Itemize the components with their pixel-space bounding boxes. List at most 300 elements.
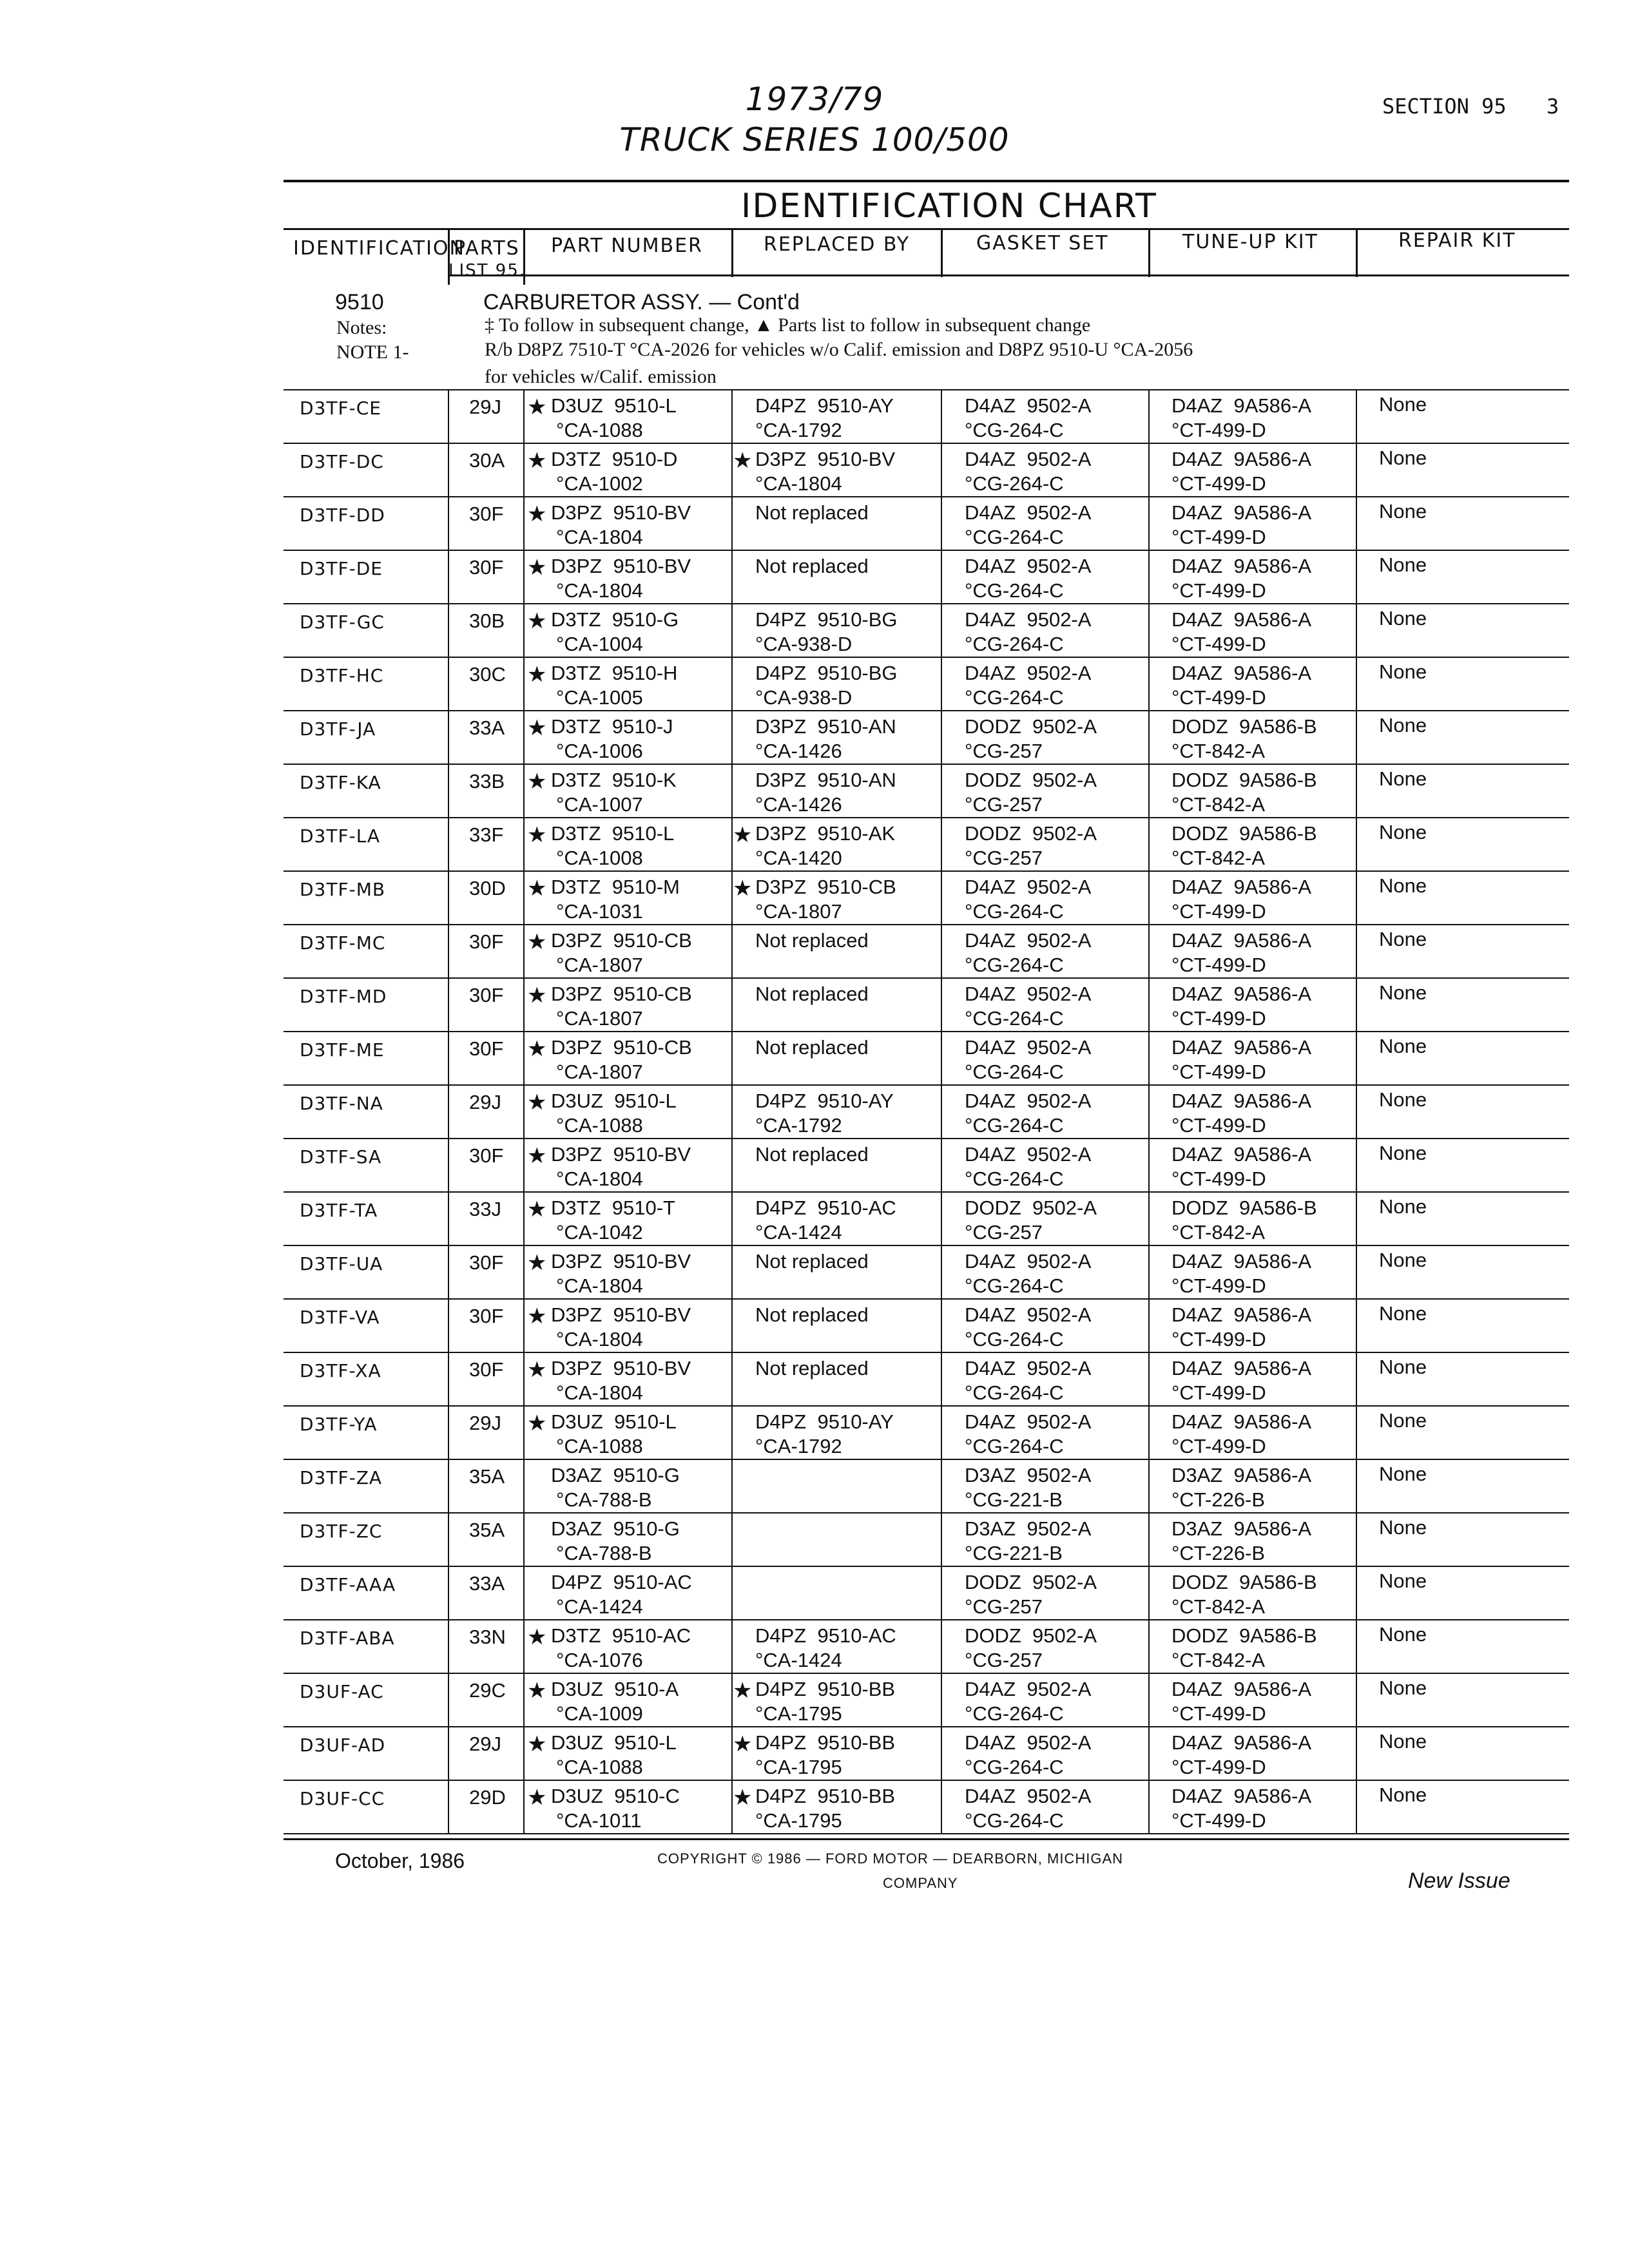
row-replaced-by: Not replaced <box>755 555 869 577</box>
part-star-icon: ★ <box>527 1732 547 1756</box>
row-parts-list: 30A <box>469 449 505 472</box>
part-star-icon: ★ <box>527 502 547 526</box>
row-part-number-ref: °CA-1009 <box>556 1702 643 1725</box>
row-parts-list: 30F <box>469 1358 504 1381</box>
row-rule <box>284 710 1569 711</box>
column-divider <box>523 1191 525 1245</box>
row-tuneup-kit-ref: °CT-499-D <box>1171 472 1266 495</box>
part-star-icon: ★ <box>527 662 547 687</box>
col-parts: PARTS <box>454 237 520 260</box>
row-tuneup-kit: D4AZ 9A586-A <box>1171 1250 1312 1273</box>
footer-date: October, 1986 <box>335 1849 465 1872</box>
row-rule <box>284 603 1569 604</box>
column-divider <box>448 1245 449 1298</box>
row-part-number: D4PZ 9510-AC <box>551 1571 692 1593</box>
row-identification: D3TF-GC <box>300 611 385 633</box>
column-divider <box>941 1405 942 1459</box>
row-part-number-ref: °CA-788-B <box>556 1542 652 1564</box>
row-repair-kit: None <box>1379 1783 1427 1806</box>
row-replaced-by-ref: °CA-1807 <box>755 900 842 923</box>
row-replaced-by-ref: °CA-1424 <box>755 1221 842 1244</box>
column-divider <box>523 1780 525 1833</box>
part-star-icon: ★ <box>527 1678 547 1703</box>
column-divider <box>448 1780 449 1833</box>
section-label: SECTION 95 <box>1382 94 1507 119</box>
row-replaced-by: D3PZ 9510-BV <box>755 448 896 470</box>
row-repair-kit: None <box>1379 1195 1427 1218</box>
column-divider <box>1356 710 1357 764</box>
row-part-number: D3UZ 9510-L <box>551 1410 677 1433</box>
column-divider <box>523 389 525 443</box>
page-number: 3 <box>1547 94 1559 119</box>
column-divider <box>523 764 525 817</box>
column-divider <box>1356 1245 1357 1298</box>
col-replaced-by: REPLACED BY <box>764 233 911 256</box>
row-tuneup-kit: DODZ 9A586-B <box>1171 1196 1317 1219</box>
column-divider <box>523 1245 525 1298</box>
row-gasket-set-ref: °CG-264-C <box>965 1274 1064 1297</box>
row-parts-list: 30F <box>469 930 504 953</box>
row-rule <box>284 977 1569 979</box>
part-star-icon: ★ <box>527 769 547 794</box>
column-divider <box>523 550 525 603</box>
row-rule <box>284 764 1569 765</box>
row-replaced-by: D4PZ 9510-AC <box>755 1196 896 1219</box>
column-divider <box>448 924 449 977</box>
row-tuneup-kit-ref: °CT-499-D <box>1171 1061 1266 1083</box>
part-star-icon: ★ <box>527 716 547 740</box>
row-part-number: D3TZ 9510-AC <box>551 1624 691 1647</box>
column-divider <box>1356 924 1357 977</box>
column-divider <box>731 657 733 710</box>
row-gasket-set-ref: °CG-257 <box>965 740 1043 762</box>
row-part-number: D3TZ 9510-K <box>551 769 677 791</box>
column-divider <box>731 924 733 977</box>
column-divider <box>1148 1298 1150 1352</box>
column-divider <box>941 1138 942 1191</box>
column-divider <box>731 603 733 657</box>
column-divider <box>448 1138 449 1191</box>
row-identification: D3TF-CE <box>300 398 381 419</box>
row-identification: D3TF-MB <box>300 879 386 900</box>
row-tuneup-kit: D4AZ 9A586-A <box>1171 608 1312 631</box>
row-tuneup-kit: DODZ 9A586-B <box>1171 1571 1317 1593</box>
row-parts-list: 30F <box>469 984 504 1006</box>
column-divider <box>1356 1619 1357 1673</box>
column-divider <box>1148 1245 1150 1298</box>
row-repair-kit: None <box>1379 981 1427 1004</box>
group-name: CARBURETOR ASSY. — Cont'd <box>483 290 800 314</box>
row-identification: D3TF-SA <box>300 1146 382 1168</box>
row-identification: D3TF-MD <box>300 986 387 1007</box>
row-identification: D3TF-TA <box>300 1200 378 1221</box>
row-replaced-by: D3PZ 9510-AK <box>755 822 896 845</box>
row-tuneup-kit-ref: °CT-499-D <box>1171 1381 1266 1404</box>
row-repair-kit: None <box>1379 1623 1427 1646</box>
part-star-icon: ★ <box>527 1251 547 1275</box>
column-divider <box>941 1459 942 1512</box>
row-tuneup-kit-ref: °CT-499-D <box>1171 1809 1266 1832</box>
column-divider <box>523 1138 525 1191</box>
column-divider <box>1356 550 1357 603</box>
col-part-number: PART NUMBER <box>551 235 703 257</box>
column-divider <box>1148 1512 1150 1566</box>
row-part-number-ref: °CA-1807 <box>556 1061 643 1083</box>
row-tuneup-kit-ref: °CT-499-D <box>1171 1756 1266 1778</box>
column-divider <box>1148 1780 1150 1833</box>
row-tuneup-kit-ref: °CT-499-D <box>1171 579 1266 602</box>
replacement-star-icon: ★ <box>733 876 753 901</box>
row-gasket-set: D4AZ 9502-A <box>965 1303 1092 1326</box>
column-divider <box>941 710 942 764</box>
note1-continued: for vehicles w/Calif. emission <box>485 366 717 387</box>
table-bottom-rule <box>284 1833 1569 1834</box>
column-divider <box>523 1298 525 1352</box>
column-divider <box>448 1084 449 1138</box>
column-divider <box>523 1619 525 1673</box>
row-rule <box>284 1726 1569 1727</box>
row-part-number: D3UZ 9510-C <box>551 1785 680 1807</box>
row-parts-list: 30F <box>469 1037 504 1060</box>
row-tuneup-kit: D3AZ 9A586-A <box>1171 1517 1312 1540</box>
row-identification: D3TF-LA <box>300 825 381 847</box>
part-star-icon: ★ <box>527 930 547 954</box>
row-part-number-ref: °CA-1005 <box>556 686 643 709</box>
row-gasket-set: D3AZ 9502-A <box>965 1464 1092 1486</box>
row-replaced-by: D4PZ 9510-BB <box>755 1731 896 1754</box>
row-replaced-by-ref: °CA-1424 <box>755 1649 842 1671</box>
column-divider <box>448 496 449 550</box>
row-gasket-set: D4AZ 9502-A <box>965 1250 1092 1273</box>
row-replaced-by-ref: °CA-1792 <box>755 419 842 441</box>
replacement-star-icon: ★ <box>733 823 753 847</box>
footer-issue: New Issue <box>1408 1869 1510 1893</box>
column-divider <box>523 603 525 657</box>
row-part-number-ref: °CA-1088 <box>556 1756 643 1778</box>
row-tuneup-kit: D4AZ 9A586-A <box>1171 1731 1312 1754</box>
row-replaced-by: Not replaced <box>755 1036 869 1059</box>
row-part-number-ref: °CA-1006 <box>556 740 643 762</box>
column-divider <box>1356 389 1357 443</box>
column-divider <box>448 1191 449 1245</box>
row-gasket-set-ref: °CG-264-C <box>965 472 1064 495</box>
column-divider <box>523 977 525 1031</box>
row-repair-kit: None <box>1379 874 1427 897</box>
row-tuneup-kit-ref: °CT-499-D <box>1171 1274 1266 1297</box>
column-divider <box>1148 924 1150 977</box>
column-divider <box>941 657 942 710</box>
row-replaced-by: D3PZ 9510-AN <box>755 715 896 738</box>
row-gasket-set-ref: °CG-264-C <box>965 954 1064 976</box>
row-parts-list: 30F <box>469 503 504 525</box>
column-divider <box>941 870 942 924</box>
row-parts-list: 29J <box>469 1733 501 1755</box>
row-identification: D3TF-ZA <box>300 1467 383 1488</box>
row-gasket-set-ref: °CG-264-C <box>965 526 1064 548</box>
column-divider <box>731 1138 733 1191</box>
column-divider <box>448 977 449 1031</box>
row-replaced-by: Not replaced <box>755 1250 869 1273</box>
row-gasket-set: D4AZ 9502-A <box>965 1357 1092 1379</box>
row-part-number-ref: °CA-1076 <box>556 1649 643 1671</box>
row-part-number-ref: °CA-1804 <box>556 1328 643 1350</box>
row-rule <box>284 924 1569 925</box>
column-divider <box>941 764 942 817</box>
row-part-number: D3TZ 9510-L <box>551 822 675 845</box>
column-divider <box>731 1512 733 1566</box>
row-repair-kit: None <box>1379 767 1427 790</box>
column-divider <box>731 496 733 550</box>
column-divider <box>941 1245 942 1298</box>
row-identification: D3TF-ABA <box>300 1628 395 1649</box>
row-tuneup-kit: DODZ 9A586-B <box>1171 769 1317 791</box>
column-divider <box>1356 817 1357 870</box>
column-divider <box>941 977 942 1031</box>
row-repair-kit: None <box>1379 1302 1427 1325</box>
column-divider <box>941 1780 942 1833</box>
row-gasket-set: D4AZ 9502-A <box>965 1143 1092 1166</box>
column-divider <box>448 1298 449 1352</box>
row-replaced-by-ref: °CA-938-D <box>755 686 853 709</box>
row-tuneup-kit-ref: °CT-499-D <box>1171 900 1266 923</box>
column-divider <box>941 1191 942 1245</box>
row-parts-list: 30F <box>469 556 504 579</box>
row-tuneup-kit-ref: °CT-499-D <box>1171 1007 1266 1030</box>
column-divider <box>1148 1084 1150 1138</box>
part-star-icon: ★ <box>527 1090 547 1115</box>
column-divider <box>448 1459 449 1512</box>
row-tuneup-kit-ref: °CT-499-D <box>1171 633 1266 655</box>
column-divider <box>731 977 733 1031</box>
column-divider <box>1356 977 1357 1031</box>
column-divider <box>448 1031 449 1084</box>
row-part-number: D3UZ 9510-L <box>551 1090 677 1112</box>
column-divider <box>1356 1512 1357 1566</box>
row-gasket-set-ref: °CG-264-C <box>965 1114 1064 1137</box>
row-gasket-set-ref: °CG-257 <box>965 1649 1043 1671</box>
row-parts-list: 35A <box>469 1519 505 1541</box>
column-divider <box>941 1298 942 1352</box>
column-divider <box>523 870 525 924</box>
row-parts-list: 30F <box>469 1305 504 1327</box>
row-part-number-ref: °CA-1088 <box>556 419 643 441</box>
col-identification: IDENTIFICATION <box>293 237 465 260</box>
col-repair-kit: REPAIR KIT <box>1398 229 1516 252</box>
row-parts-list: 33J <box>469 1198 501 1220</box>
column-divider <box>448 1619 449 1673</box>
column-divider <box>731 764 733 817</box>
column-divider <box>523 1566 525 1619</box>
column-divider <box>1148 977 1150 1031</box>
row-tuneup-kit-ref: °CT-226-B <box>1171 1488 1266 1511</box>
row-rule <box>284 870 1569 872</box>
row-tuneup-kit: D4AZ 9A586-A <box>1171 876 1312 898</box>
row-replaced-by: D4PZ 9510-AY <box>755 1090 894 1112</box>
column-divider <box>1356 1298 1357 1352</box>
row-gasket-set-ref: °CG-264-C <box>965 579 1064 602</box>
column-divider <box>941 817 942 870</box>
row-part-number-ref: °CA-1424 <box>556 1595 643 1618</box>
column-divider <box>1148 710 1150 764</box>
column-divider <box>941 1512 942 1566</box>
row-tuneup-kit: D4AZ 9A586-A <box>1171 1785 1312 1807</box>
column-divider <box>1356 443 1357 496</box>
part-star-icon: ★ <box>527 1197 547 1222</box>
row-rule <box>284 1459 1569 1460</box>
column-divider <box>448 1512 449 1566</box>
row-repair-kit: None <box>1379 821 1427 843</box>
row-tuneup-kit-ref: °CT-499-D <box>1171 1168 1266 1190</box>
row-gasket-set: DODZ 9502-A <box>965 715 1097 738</box>
row-rule <box>284 1780 1569 1781</box>
row-rule <box>284 443 1569 444</box>
part-star-icon: ★ <box>527 395 547 419</box>
part-star-icon: ★ <box>527 609 547 633</box>
row-replaced-by-ref: °CA-1420 <box>755 847 842 869</box>
column-divider <box>941 1619 942 1673</box>
row-rule <box>284 1619 1569 1620</box>
replacement-star-icon: ★ <box>733 1785 753 1810</box>
row-rule <box>284 550 1569 551</box>
header-series: TRUCK SERIES 100/500 <box>619 121 1010 159</box>
row-gasket-set: D4AZ 9502-A <box>965 1036 1092 1059</box>
row-replaced-by: D4PZ 9510-AY <box>755 394 894 417</box>
row-identification: D3TF-UA <box>300 1253 383 1274</box>
row-part-number: D3TZ 9510-J <box>551 715 673 738</box>
row-gasket-set-ref: °CG-264-C <box>965 1328 1064 1350</box>
part-star-icon: ★ <box>527 1358 547 1382</box>
row-repair-kit: None <box>1379 1463 1427 1485</box>
row-replaced-by: D4PZ 9510-AY <box>755 1410 894 1433</box>
row-rule <box>284 1298 1569 1300</box>
column-divider <box>1356 1673 1357 1726</box>
row-tuneup-kit-ref: °CT-842-A <box>1171 1595 1266 1618</box>
column-divider <box>448 1726 449 1780</box>
row-tuneup-kit-ref: °CT-499-D <box>1171 526 1266 548</box>
row-parts-list: 30B <box>469 610 505 632</box>
row-gasket-set: D3AZ 9502-A <box>965 1517 1092 1540</box>
row-repair-kit: None <box>1379 928 1427 950</box>
group-code: 9510 <box>335 290 384 314</box>
row-repair-kit: None <box>1379 1356 1427 1378</box>
column-divider <box>448 389 449 443</box>
row-part-number-ref: °CA-1007 <box>556 793 643 816</box>
column-divider <box>1356 1405 1357 1459</box>
row-rule <box>284 1245 1569 1246</box>
row-tuneup-kit-ref: °CT-499-D <box>1171 686 1266 709</box>
column-divider <box>731 1191 733 1245</box>
row-part-number-ref: °CA-1088 <box>556 1114 643 1137</box>
row-part-number: D3TZ 9510-D <box>551 448 678 470</box>
row-parts-list: 33A <box>469 716 505 739</box>
row-parts-list: 33A <box>469 1572 505 1595</box>
row-replaced-by: Not replaced <box>755 501 869 524</box>
column-divider <box>1148 550 1150 603</box>
row-rule <box>284 817 1569 818</box>
row-part-number-ref: °CA-1004 <box>556 633 643 655</box>
row-gasket-set-ref: °CG-264-C <box>965 633 1064 655</box>
row-rule <box>284 1084 1569 1086</box>
row-part-number: D3TZ 9510-G <box>551 608 679 631</box>
row-gasket-set: DODZ 9502-A <box>965 1624 1097 1647</box>
row-parts-list: 33B <box>469 770 505 793</box>
row-rule <box>284 1405 1569 1407</box>
row-identification: D3TF-XA <box>300 1360 381 1381</box>
column-divider <box>448 870 449 924</box>
row-part-number: D3UZ 9510-A <box>551 1678 679 1700</box>
row-gasket-set: D4AZ 9502-A <box>965 662 1092 684</box>
column-divider <box>523 1673 525 1726</box>
note1-text: R/b D8PZ 7510-T °CA-2026 for vehicles w/o Calif. emission and D8PZ 9510-U °CA-2056 <box>485 339 1193 360</box>
row-gasket-set-ref: °CG-264-C <box>965 419 1064 441</box>
row-repair-kit: None <box>1379 1409 1427 1432</box>
row-repair-kit: None <box>1379 447 1427 469</box>
row-rule <box>284 1512 1569 1514</box>
column-divider <box>1148 1405 1150 1459</box>
row-parts-list: 33F <box>469 823 504 846</box>
row-part-number: D3PZ 9510-CB <box>551 929 692 952</box>
row-identification: D3TF-VA <box>300 1307 380 1328</box>
column-divider <box>448 1673 449 1726</box>
column-divider <box>1356 1726 1357 1780</box>
row-part-number-ref: °CA-1807 <box>556 954 643 976</box>
column-divider <box>731 710 733 764</box>
row-replaced-by-ref: °CA-1795 <box>755 1702 842 1725</box>
row-gasket-set-ref: °CG-257 <box>965 1221 1043 1244</box>
column-divider <box>731 1245 733 1298</box>
row-replaced-by: D4PZ 9510-AC <box>755 1624 896 1647</box>
row-rule <box>284 657 1569 658</box>
column-divider <box>1148 1352 1150 1405</box>
row-parts-list: 29J <box>469 1412 501 1434</box>
row-gasket-set: D4AZ 9502-A <box>965 876 1092 898</box>
row-part-number-ref: °CA-1804 <box>556 1381 643 1404</box>
row-part-number: D3UZ 9510-L <box>551 1731 677 1754</box>
part-star-icon: ★ <box>527 1304 547 1329</box>
row-tuneup-kit: D4AZ 9A586-A <box>1171 662 1312 684</box>
row-tuneup-kit-ref: °CT-499-D <box>1171 1435 1266 1457</box>
row-identification: D3TF-AAA <box>300 1574 396 1595</box>
row-gasket-set: DODZ 9502-A <box>965 822 1097 845</box>
row-identification: D3TF-YA <box>300 1414 378 1435</box>
row-replaced-by: Not replaced <box>755 983 869 1005</box>
row-gasket-set: D4AZ 9502-A <box>965 608 1092 631</box>
row-replaced-by: D4PZ 9510-BB <box>755 1678 896 1700</box>
row-part-number: D3TZ 9510-T <box>551 1196 675 1219</box>
col-tuneup-kit: TUNE-UP KIT <box>1182 231 1318 253</box>
footer-company: COMPANY <box>883 1875 958 1891</box>
row-part-number: D3AZ 9510-G <box>551 1464 680 1486</box>
part-star-icon: ★ <box>527 448 547 473</box>
row-identification: D3TF-DE <box>300 558 383 579</box>
row-identification: D3UF-AC <box>300 1681 384 1702</box>
column-divider <box>448 764 449 817</box>
notes-text: ‡ To follow in subsequent change, ▲ Parts list to follow in subsequent change <box>485 314 1091 336</box>
row-gasket-set-ref: °CG-257 <box>965 847 1043 869</box>
row-part-number: D3PZ 9510-BV <box>551 1357 691 1379</box>
footer-copyright: COPYRIGHT © 1986 — FORD MOTOR — DEARBORN, MICHIGAN <box>657 1850 1124 1867</box>
replacement-star-icon: ★ <box>733 1732 753 1756</box>
row-identification: D3TF-DD <box>300 505 385 526</box>
row-part-number: D3UZ 9510-L <box>551 394 677 417</box>
row-part-number-ref: °CA-1011 <box>556 1809 642 1832</box>
row-gasket-set-ref: °CG-264-C <box>965 1756 1064 1778</box>
row-repair-kit: None <box>1379 714 1427 736</box>
column-divider <box>448 1352 449 1405</box>
column-divider <box>448 1405 449 1459</box>
row-repair-kit: None <box>1379 1730 1427 1753</box>
column-divider <box>1148 764 1150 817</box>
